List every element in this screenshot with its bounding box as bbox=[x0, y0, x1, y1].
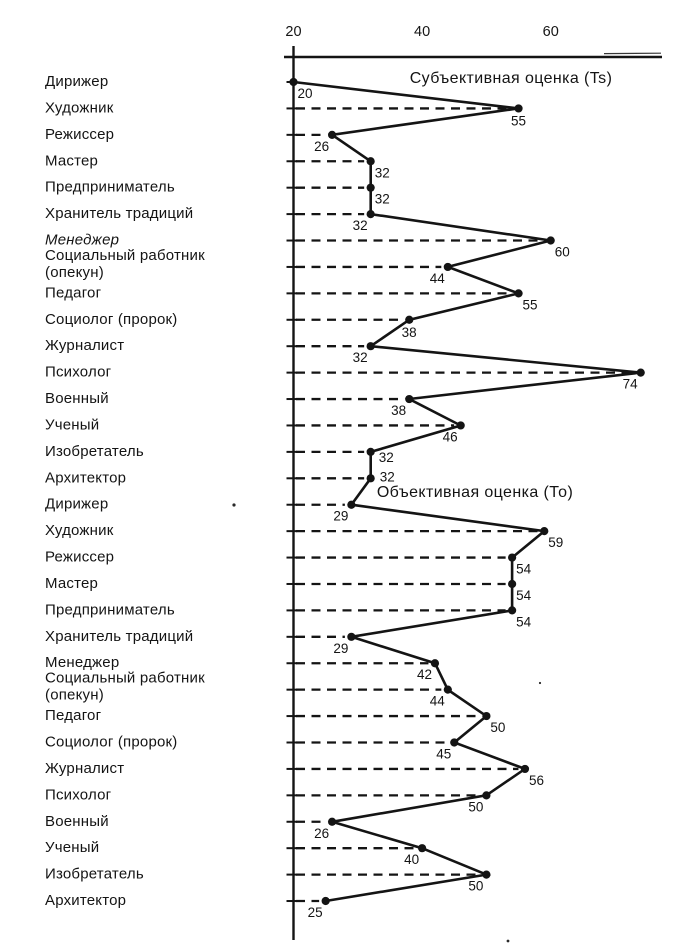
value-label: 38 bbox=[391, 403, 407, 418]
data-point bbox=[347, 501, 355, 509]
row-label: Хранитель традиций bbox=[45, 205, 194, 223]
data-point bbox=[431, 659, 439, 667]
data-point bbox=[444, 686, 452, 694]
value-label: 32 bbox=[378, 449, 394, 465]
value-label: 29 bbox=[333, 640, 349, 656]
data-point bbox=[547, 236, 555, 244]
row-label: Предприниматель bbox=[45, 178, 175, 196]
value-label: 32 bbox=[374, 165, 390, 181]
row-label-line2: (опекун) bbox=[45, 263, 104, 281]
data-point bbox=[450, 738, 458, 746]
data-point bbox=[405, 316, 413, 324]
row-label: Режиссер bbox=[45, 548, 115, 566]
section1-title: Субъективная оценка (Ts) bbox=[409, 70, 613, 87]
row-label: Социолог (пророк) bbox=[45, 733, 178, 751]
data-point bbox=[482, 871, 490, 879]
value-label: 50 bbox=[468, 878, 484, 894]
data-point bbox=[482, 712, 490, 720]
row-label: Ученый bbox=[45, 416, 100, 434]
row-label: Архитектор bbox=[45, 892, 127, 909]
row-label: Психолог bbox=[45, 363, 112, 381]
row-label: Предприниматель bbox=[45, 601, 175, 619]
value-label: 59 bbox=[548, 535, 564, 551]
row-label: Художник bbox=[45, 99, 114, 117]
row-label: Мастер bbox=[45, 152, 99, 170]
row-label: Журналист bbox=[45, 337, 125, 355]
value-label: 32 bbox=[352, 218, 368, 234]
data-point bbox=[405, 395, 413, 403]
scan-speck bbox=[507, 940, 510, 943]
value-label: 42 bbox=[416, 667, 432, 683]
value-label: 50 bbox=[490, 720, 506, 736]
value-label: 74 bbox=[622, 376, 638, 392]
value-label: 38 bbox=[401, 324, 417, 340]
data-point bbox=[457, 421, 465, 429]
data-point bbox=[367, 210, 375, 218]
row-label: Социальный работник bbox=[45, 246, 205, 264]
row-label: Социолог (пророк) bbox=[45, 310, 178, 328]
value-label: 29 bbox=[333, 508, 349, 524]
row-label: Психолог bbox=[45, 786, 112, 804]
value-label: 45 bbox=[436, 746, 452, 762]
row-label: Менеджер bbox=[45, 654, 120, 672]
row-label: Военный bbox=[45, 812, 109, 830]
data-point bbox=[328, 131, 336, 139]
scan-speck bbox=[539, 682, 541, 684]
data-point bbox=[540, 527, 548, 535]
row-label: Хранитель традиций bbox=[45, 627, 194, 645]
data-point bbox=[508, 606, 516, 614]
row-label: Дирижер bbox=[45, 495, 109, 513]
data-point bbox=[367, 157, 375, 165]
section2-title: Объективная оценка (То) bbox=[376, 484, 574, 501]
data-point bbox=[347, 633, 355, 641]
value-label: 56 bbox=[529, 772, 545, 788]
row-label: Менеджер bbox=[45, 231, 120, 249]
data-point bbox=[444, 263, 452, 271]
row-label: Архитектор bbox=[45, 469, 127, 487]
x-tick-label-60: 60 bbox=[542, 24, 559, 40]
data-point bbox=[482, 791, 490, 799]
data-point bbox=[367, 448, 375, 456]
data-point bbox=[322, 897, 330, 905]
data-point bbox=[508, 553, 516, 561]
row-label: Мастер bbox=[45, 575, 99, 592]
row-label: Ученый bbox=[45, 839, 100, 857]
value-label: 25 bbox=[307, 905, 323, 920]
row-label: Журналист bbox=[45, 759, 125, 777]
value-label: 32 bbox=[379, 469, 395, 485]
row-label: Изобретатель bbox=[45, 442, 144, 460]
value-label: 55 bbox=[510, 113, 527, 129]
value-label: 44 bbox=[429, 270, 445, 286]
value-label: 46 bbox=[442, 429, 458, 445]
value-label: 60 bbox=[554, 244, 570, 260]
value-label: 54 bbox=[516, 614, 532, 630]
value-label: 54 bbox=[516, 588, 532, 603]
value-label: 26 bbox=[314, 138, 330, 154]
data-point bbox=[418, 844, 426, 852]
row-label: Дирижер bbox=[45, 73, 109, 90]
data-point bbox=[328, 818, 336, 826]
row-label: Художник bbox=[45, 522, 114, 540]
row-label: Педагог bbox=[45, 284, 102, 302]
data-point bbox=[289, 78, 297, 86]
data-point bbox=[637, 369, 645, 377]
row-label-line2: (опекун) bbox=[45, 686, 104, 704]
row-label: Социальный работник bbox=[45, 669, 205, 687]
value-label: 50 bbox=[468, 799, 484, 815]
value-label: 32 bbox=[374, 191, 390, 207]
value-label: 40 bbox=[404, 852, 420, 868]
row-label: Режиссер bbox=[45, 125, 115, 143]
row-label: Военный bbox=[45, 390, 109, 407]
value-label: 44 bbox=[429, 693, 445, 709]
row-label: Изобретатель bbox=[45, 865, 144, 883]
data-point bbox=[508, 580, 516, 588]
data-point bbox=[367, 342, 375, 350]
row-label: Педагог bbox=[45, 707, 102, 725]
data-point bbox=[367, 474, 375, 482]
value-label: 55 bbox=[522, 297, 538, 313]
data-point bbox=[521, 765, 529, 773]
value-label: 32 bbox=[352, 350, 368, 366]
data-point bbox=[514, 289, 522, 297]
scan-speck bbox=[232, 503, 235, 506]
data-point bbox=[514, 104, 522, 112]
data-point bbox=[367, 184, 375, 192]
value-label: 54 bbox=[516, 561, 532, 577]
value-label: 26 bbox=[314, 825, 330, 841]
x-tick-label-20: 20 bbox=[285, 24, 302, 40]
x-tick-label-40: 40 bbox=[414, 24, 431, 40]
value-label: 20 bbox=[297, 86, 313, 101]
